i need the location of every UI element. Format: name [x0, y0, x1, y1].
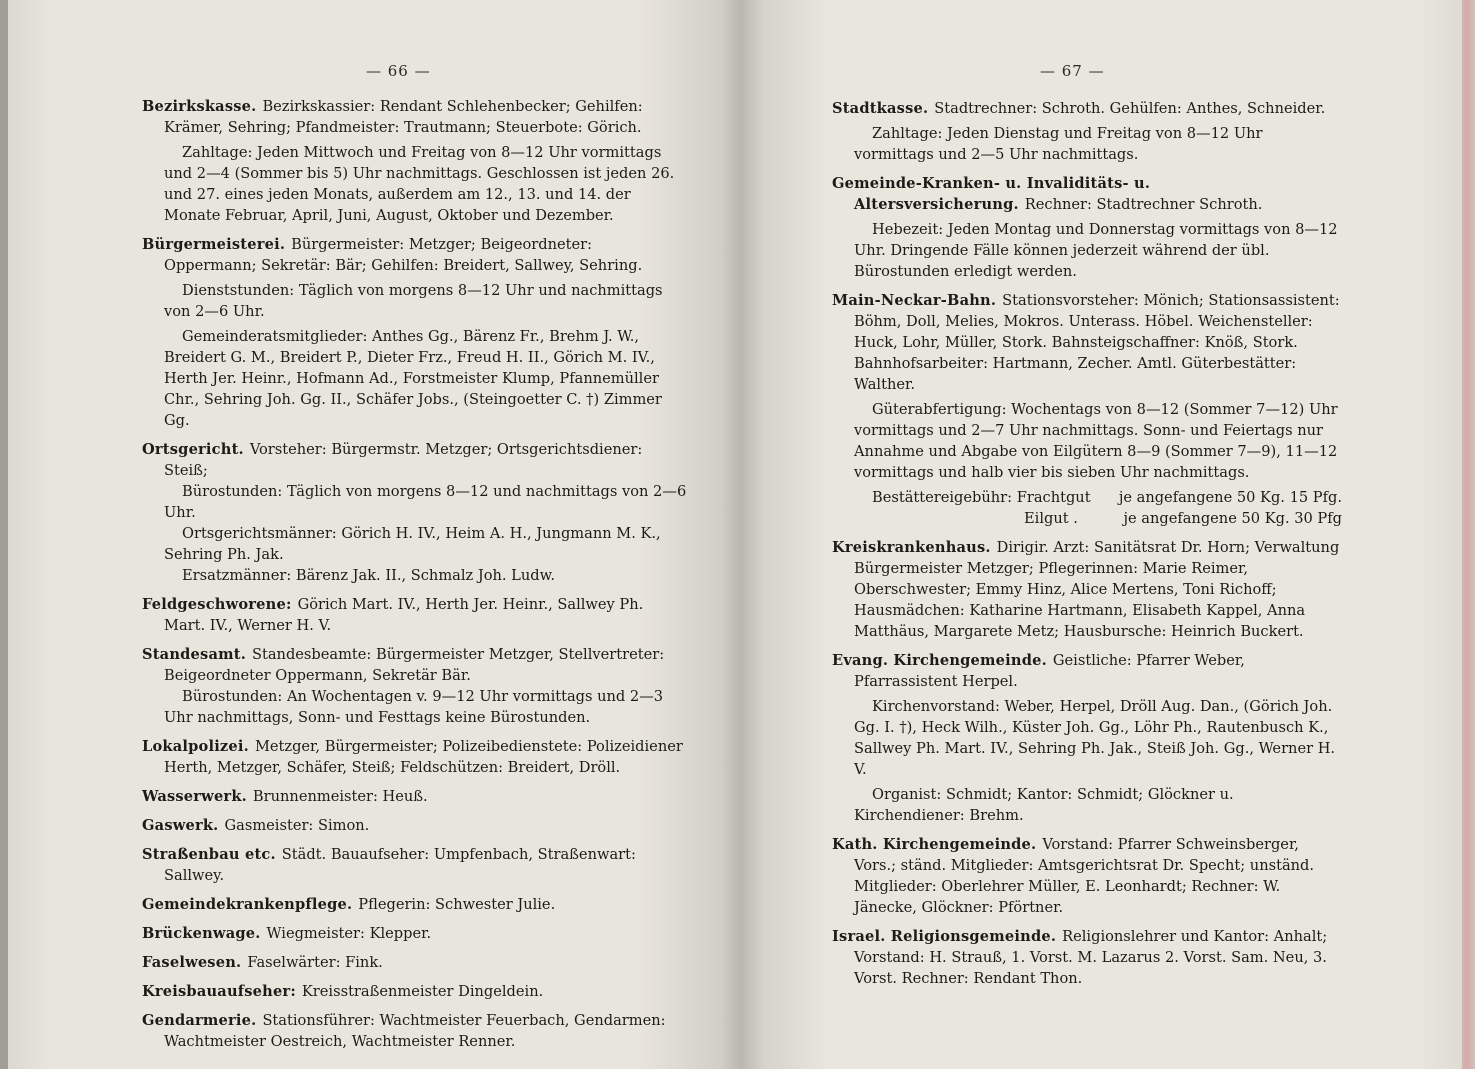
- entry-subtext: Dienststunden: Täglich von morgens 8—12 Uhr und nachmittags von 2—6 Uhr.: [164, 282, 663, 320]
- entry-heading: Gemeindekrankenpflege.: [142, 896, 353, 913]
- entry-subtext: Zahltage: Jeden Dienstag und Freitag von 8—12 Uhr vormittags und 2—5 Uhr nachmittags.: [854, 125, 1263, 163]
- entry-subtext: Ersatzmänner: Bärenz Jak. II., Schmalz Joh. Ludw.: [182, 567, 556, 584]
- entry-subtext: Bürostunden: An Wochentagen v. 9—12 Uhr vormittags und 2—3 Uhr nachmittags, Sonn- und Festtags keine Bürostunden.: [164, 688, 664, 726]
- entry-text: Religionslehrer und Kantor: Anhalt; Vorstand: H. Strauß, 1. Vorst. M. Lazarus 2. Vorst. Sam. Neu, 3. Vorst. Rechner: Rendant Thon.: [854, 928, 1328, 987]
- entry-text: Vorstand: Pfarrer Schweinsberger, Vors.; ständ. Mitglieder: Amtsgerichtsrat Dr. Specht; unständ. Mitglieder: Oberlehrer Müller, E. Leonhardt; Rechner: W. Jänecke, Glöckner: Pförtner.: [854, 836, 1315, 916]
- entry-text: Bezirkskassier: Rendant Schlehenbecker; Gehilfen: Krämer, Sehring; Pfandmeister: Trautmann; Steuerbote: Görich.: [164, 98, 643, 136]
- entry-krankenversicherung: [832, 173, 1342, 282]
- entry-text: Städt. Bauaufseher: Umpfenbach, Straßenwart: Sallwey.: [164, 846, 636, 884]
- entry-kath-kirchengemeinde: [832, 834, 1342, 918]
- entry-heading: Ortsgericht.: [142, 441, 244, 458]
- entry-heading: Wasserwerk.: [142, 788, 247, 805]
- entry-strassenbau: [142, 844, 688, 886]
- entry-heading: Brückenwage.: [142, 925, 261, 942]
- entry-heading: Lokalpolizei.: [142, 738, 249, 755]
- page-number-left: — 66 —: [366, 62, 431, 80]
- entry-text: Stadtrechner: Schroth. Gehülfen: Anthes, Schneider.: [934, 100, 1326, 117]
- entry-heading: Straßenbau etc.: [142, 846, 276, 863]
- entry-faselwesen: [142, 952, 688, 973]
- entry-text: Standesbeamte: Bürgermeister Metzger, Stellvertreter: Beigeordneter Oppermann, Sekretär Bär.: [164, 646, 665, 684]
- entry-evang-kirchengemeinde: [832, 650, 1342, 826]
- rate-table: [832, 487, 1342, 529]
- entry-main-neckar-bahn: [832, 290, 1342, 529]
- entry-subtext: Güterabfertigung: Wochentags von 8—12 (Sommer 7—12) Uhr vormittags und 2—7 Uhr nachmittags. Sonn- und Feiertags nur Annahme und Abgabe von Eilgütern 8—9 (Sommer 7—9), 11—12 vormittags und halb vier bis sieben Uhr nachmittags.: [854, 401, 1338, 481]
- entry-heading: Feldgeschworene:: [142, 596, 292, 613]
- rate-value: je angefangene 50 Kg. 30 Pfg: [1123, 510, 1342, 527]
- entry-text: Dirigir. Arzt: Sanitätsrat Dr. Horn; Verwaltung Bürgermeister Metzger; Pflegerinnen: Marie Reimer, Oberschwester; Emmy Hinz, Alice Mertens, Toni Richoff; Hausmädchen: Katharine Hartmann, Elisabeth Kappel, Anna Matthäus, Margarete Metz; Hausbursche: Heinrich Buckert.: [854, 539, 1340, 640]
- page-number-right: — 67 —: [1040, 62, 1105, 80]
- entry-ortsgericht: [142, 439, 688, 586]
- entry-text: Gasmeister: Simon.: [224, 817, 370, 834]
- entry-text: Pflegerin: Schwester Julie.: [358, 896, 556, 913]
- entry-subtext: Hebezeit: Jeden Montag und Donnerstag vormittags von 8—12 Uhr. Dringende Fälle können jederzeit während der übl. Bürostunden erledigt werden.: [854, 221, 1338, 280]
- entry-buergermeisterei: [142, 234, 688, 431]
- entry-heading: Bezirkskasse.: [142, 98, 257, 115]
- entry-heading: Kreisbauaufseher:: [142, 983, 296, 1000]
- entry-text: Rechner: Stadtrechner Schroth.: [1024, 196, 1263, 213]
- entry-heading: Standesamt.: [142, 646, 246, 663]
- entry-heading: Main-Neckar-Bahn.: [832, 292, 997, 309]
- right-page-content: [832, 98, 1342, 997]
- entry-stadtkasse: [832, 98, 1342, 165]
- entry-text: Görich Mart. IV., Herth Jer. Heinr., Sallwey Ph. Mart. IV., Werner H. V.: [164, 596, 644, 634]
- right-page: [742, 0, 1462, 1069]
- entry-heading: Israel. Religionsgemeinde.: [832, 928, 1057, 945]
- entry-text: Stationsvorsteher: Mönich; Stationsassistent: Böhm, Doll, Melies, Mokros. Unterass. Höbel. Weichensteller: Huck, Lohr, Müller, Stork. Bahnsteigschaffner: Knöß, Stork. Bahnhofsarbeiter: Hartmann, Zecher. Amtl. Güterbestätter: Walther.: [854, 292, 1340, 393]
- entry-gendarmerie: [142, 1010, 688, 1052]
- entry-text: Brunnenmeister: Heuß.: [252, 788, 428, 805]
- entry-heading: Evang. Kirchengemeinde.: [832, 652, 1047, 669]
- entry-heading: Stadtkasse.: [832, 100, 929, 117]
- entry-gaswerk: [142, 815, 688, 836]
- entry-kreisbauaufseher: [142, 981, 688, 1002]
- left-page-content: [142, 96, 688, 1060]
- entry-standesamt: [142, 644, 688, 728]
- entry-heading: Kreiskrankenhaus.: [832, 539, 991, 556]
- entry-subtext: Gemeinderatsmitglieder: Anthes Gg., Bärenz Fr., Brehm J. W., Breidert G. M., Breidert P., Dieter Frz., Freud H. II., Görich M. IV., Herth Jer. Heinr., Hofmann Ad., Forstmeister Klump, Pfannemüller Chr., Sehring Joh. Gg. II., Schäfer Jobs., (Steingoetter C. †) Zimmer Gg.: [164, 328, 662, 429]
- entry-heading: Faselwesen.: [142, 954, 242, 971]
- entry-text: Stationsführer: Wachtmeister Feuerbach, Gendarmen: Wachtmeister Oestreich, Wachtmeister Renner.: [164, 1012, 666, 1050]
- rate-row: [854, 508, 1342, 529]
- entry-lokalpolizei: [142, 736, 688, 778]
- entry-heading: Gendarmerie.: [142, 1012, 257, 1029]
- entry-text: Kreisstraßenmeister Dingeldein.: [301, 983, 544, 1000]
- entry-heading: Kath. Kirchengemeinde.: [832, 836, 1037, 853]
- entry-heading: Bürgermeisterei.: [142, 236, 286, 253]
- rate-label: Eilgut .: [1024, 510, 1078, 527]
- entry-text: Vorsteher: Bürgermstr. Metzger; Ortsgerichtsdiener: Steiß;: [164, 441, 643, 479]
- entry-gemeindekrankenpflege: [142, 894, 688, 915]
- entry-feldgeschworene: [142, 594, 688, 636]
- entry-subtext: Bürostunden: Täglich von morgens 8—12 und nachmittags von 2—6 Uhr.: [164, 483, 687, 521]
- book-edge: [1462, 0, 1475, 1069]
- entry-subtext: Ortsgerichtsmänner: Görich H. IV., Heim A. H., Jungmann M. K., Sehring Ph. Jak.: [164, 525, 661, 563]
- entry-text: Wiegmeister: Klepper.: [266, 925, 432, 942]
- entry-subtext: Organist: Schmidt; Kantor: Schmidt; Glöckner u. Kirchendiener: Brehm.: [854, 786, 1234, 824]
- rate-row: [854, 487, 1342, 508]
- entry-text: Bürgermeister: Metzger; Beigeordneter: Oppermann; Sekretär: Bär; Gehilfen: Breidert, Sallwey, Sehring.: [164, 236, 643, 274]
- left-page: [8, 0, 742, 1069]
- entry-subtext: Zahltage: Jeden Mittwoch und Freitag von 8—12 Uhr vormittags und 2—4 (Sommer bis 5) Uhr nachmittags. Geschlossen ist jeden 26. und 27. eines jeden Monats, außerdem am 12., 13. und 14. der Monate Februar, April, Juni, August, Oktober und Dezember.: [164, 144, 675, 224]
- entry-text: Faselwärter: Fink.: [247, 954, 383, 971]
- entry-wasserwerk: [142, 786, 688, 807]
- rate-label: Bestättereigebühr: Frachtgut: [872, 489, 1091, 506]
- entry-text: Geistliche: Pfarrer Weber, Pfarrassistent Herpel.: [854, 652, 1245, 690]
- entry-heading: Gaswerk.: [142, 817, 219, 834]
- entry-subtext: Kirchenvorstand: Weber, Herpel, Dröll Aug. Dan., (Görich Joh. Gg. I. †), Heck Wilh., Küster Joh. Gg., Löhr Ph., Rautenbusch K., Sallwey Ph. Mart. IV., Sehring Ph. Jak., Steiß Joh. Gg., Werner H. V.: [854, 698, 1336, 778]
- entry-israel-religionsgemeinde: [832, 926, 1342, 989]
- entry-text: Metzger, Bürgermeister; Polizeibedienstete: Polizeidiener Herth, Metzger, Schäfer, Steiß; Feldschützen: Breidert, Dröll.: [164, 738, 683, 776]
- rate-value: je angefangene 50 Kg. 15 Pfg.: [1118, 489, 1342, 506]
- entry-brueckenwage: [142, 923, 688, 944]
- entry-bezirkskasse: [142, 96, 688, 226]
- entry-heading: Gemeinde-Kranken- u. Invaliditäts- u. Altersversicherung.: [832, 175, 1151, 213]
- entry-kreiskrankenhaus: [832, 537, 1342, 642]
